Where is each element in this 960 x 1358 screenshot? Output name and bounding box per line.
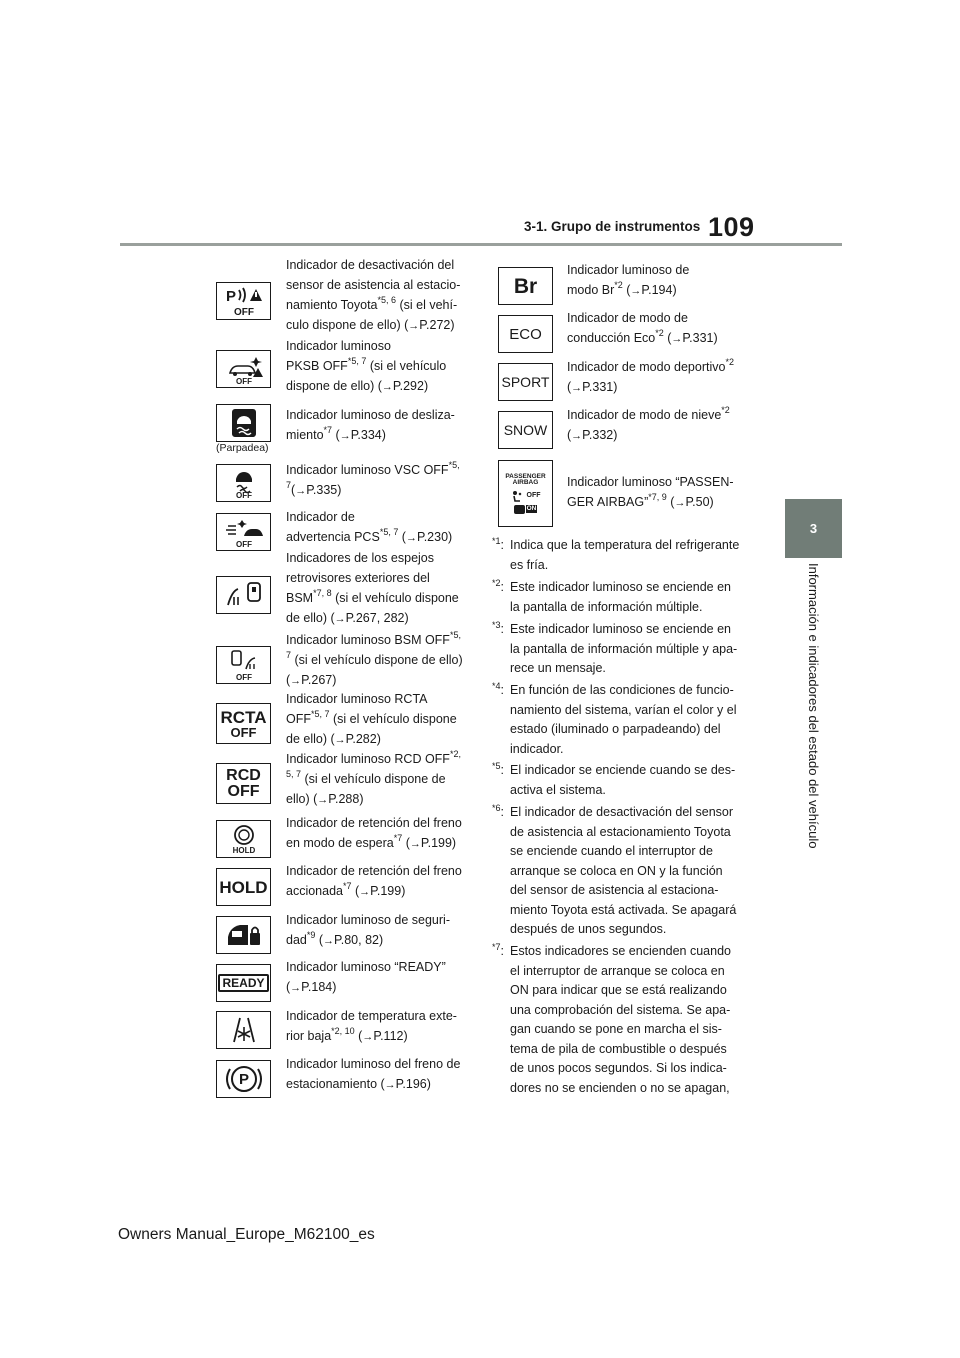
indicator-description: Indicador luminoso RCTA OFF$^{*5, 7}$ (si el vehículo dispone de ello) (→P.282): [286, 692, 457, 746]
parking-sensor-off-icon: [216, 282, 271, 320]
indicator-description: Indicador de modo deportivo$^{*2}$ (→P.331): [567, 356, 734, 394]
footnote: $^{*6}$: El indicador de desactivación del sensor de asistencia al estacionamiento Toyota se enciende cuando el interruptor de arranque se coloca en ON y la función del sensor de asistencia al estaciona- miento Toyota está activada. Se apagará después de unos segundos.: [492, 802, 737, 936]
br-text: Br: [513, 274, 538, 298]
footnote-mark: $^{*4}$:: [492, 680, 504, 697]
seat-airbag-icon: [511, 490, 525, 502]
icon-off-text: OFF: [233, 307, 254, 317]
indicator-description: Indicador luminoso PKSB OFF$^{*5, 7}$ (si el vehículo dispone de ello) (→P.292): [286, 339, 447, 393]
slip-indicator-icon: [216, 404, 271, 442]
svg-text:P: P: [225, 288, 236, 305]
section-title: 3-1. Grupo de instrumentos: [524, 219, 701, 234]
seat-on-badge: [514, 505, 525, 514]
footnote-mark: $^{*5}$:: [492, 760, 504, 777]
br-mode-icon: [498, 267, 553, 305]
rcta-off-icon: [216, 703, 271, 744]
ready-indicator-icon: [216, 964, 271, 1002]
eco-mode-icon: [498, 315, 553, 353]
indicator-description: Indicador de advertencia PCS$^{*5, 7}$ (→P.230): [286, 510, 453, 544]
rcta-off-text: OFF: [230, 724, 257, 740]
indicator-description: Indicador luminoso del freno de estacionamiento (→P.196): [286, 1057, 461, 1091]
snow-text: SNOW: [503, 422, 548, 438]
footnote-mark: $^{*2}$:: [492, 577, 504, 594]
pksb-off-icon: [216, 350, 271, 388]
vsc-off-icon: [216, 464, 271, 502]
indicator-description: Indicador luminoso VSC $OFF^{*5,}$ $^7$(→P.335): [286, 459, 460, 497]
rcta-text: RCTA: [220, 707, 267, 727]
footnote: $^{*4}$: En función de las condiciones de funcio- namiento del sistema, varían el color y el estado (iluminado o parpadeando) del indicador.: [492, 680, 737, 756]
manual-footer: Owners Manual_Europe_M62100_es: [118, 1226, 375, 1243]
indicator-description: Indicador luminoso RCD $OFF^{*2,}$ $^{5, 7}$ (si el vehículo dispone de ello) (→P.288): [286, 748, 461, 806]
passenger-airbag-icon: [498, 460, 553, 527]
page-number: 109: [708, 212, 755, 242]
sport-text: SPORT: [501, 374, 550, 390]
eco-text: ECO: [509, 325, 542, 343]
ready-text: READY: [222, 976, 265, 990]
footnote: $^{*3}$: Este indicador luminoso se enciende en la pantalla de información múltiple y apa- rece un mensaje.: [492, 619, 738, 675]
indicator-description: Indicador de modo de conducción Eco$^{*2}$ (→P.331): [567, 311, 718, 345]
sport-mode-icon: [498, 363, 553, 401]
rcd-off-text: OFF: [227, 782, 260, 800]
pa-on-text: ON: [526, 504, 537, 512]
footnote-mark: $^{*1}$:: [492, 535, 504, 552]
footnote: $^{*5}$: El indicador se enciende cuando se des- activa el sistema.: [492, 760, 736, 797]
footnote-mark: $^{*3}$:: [492, 619, 504, 636]
low-temperature-icon: [216, 1011, 271, 1049]
chapter-title: Información e indicadores del estado del vehículo: [806, 563, 821, 849]
snow-mode-icon: [498, 411, 553, 449]
indicator-description: Indicador luminoso BSM $OFF^{*5,}$ $^7$ (si el vehículo dispone de ello) (→P.267): [286, 629, 463, 687]
pcs-warning-icon: [216, 513, 271, 551]
icon-off-text: OFF: [235, 673, 252, 681]
icon-off-text: OFF: [235, 377, 252, 385]
hold-small-text: HOLD: [232, 846, 255, 855]
indicator-description: Indicador de retención del freno en modo de espera$^{*7}$ (→P.199): [286, 816, 462, 850]
indicator-description: Indicador de modo de nieve$^{*2}$ (→P.332): [567, 404, 730, 442]
indicator-description: Indicador de retención del freno accionada$^{*7}$ (→P.199): [286, 864, 462, 898]
parking-brake-icon: [216, 1060, 271, 1098]
indicator-description: Indicador luminoso “PASSEN- GER AIRBAG”$^{*7, 9}$ (→P.50): [567, 475, 734, 509]
brake-hold-standby-icon: [216, 820, 271, 858]
footnote: $^{*2}$: Este indicador luminoso se enciende en la pantalla de información múltiple.: [492, 577, 731, 614]
rcd-text: RCD: [226, 766, 261, 784]
passenger-text: PASSENGER: [505, 472, 546, 480]
hold-big-text: HOLD: [219, 877, 268, 897]
chapter-tab: 3: [785, 499, 842, 558]
bsm-off-icon: [216, 646, 271, 684]
indicator-description: Indicadores de los espejos retrovisores exteriores del BSM$^{*7, 8}$ (si el vehículo dispone de ello) (→P.267, 282): [286, 551, 459, 625]
brake-hold-active-icon: [216, 868, 271, 906]
svg-text:P: P: [238, 1071, 249, 1088]
header-rule: [120, 243, 842, 246]
footnote-mark: $^{*6}$:: [492, 802, 504, 819]
indicator-description: Indicador de temperatura exte- rior baja$^{*2, 10}$ (→P.112): [286, 1009, 457, 1043]
footnote: $^{*1}$: Indica que la temperatura del refrigerante es fría.: [492, 535, 740, 572]
indicator-description: Indicador luminoso de seguri- dad$^{*9}$ (→P.80, 82): [286, 913, 450, 947]
indicator-description: Indicador luminoso de desliza- miento$^{*7}$ (→P.334): [286, 408, 455, 442]
indicator-description: Indicador luminoso “READY” (→P.184): [286, 960, 446, 994]
indicator-description: Indicador luminoso de modo Br$^{*2}$ (→P.194): [567, 263, 690, 297]
blinking-caption: (Parpadea): [216, 442, 269, 454]
rcd-off-icon: [216, 763, 271, 804]
bsm-mirror-icon: [216, 576, 271, 614]
footnote-mark: $^{*7}$:: [492, 941, 504, 958]
icon-off-text: OFF: [235, 491, 252, 499]
airbag-text: AIRBAG: [512, 479, 539, 486]
security-indicator-icon: [216, 916, 271, 954]
footnote: $^{*7}$: Estos indicadores se encienden cuando el interruptor de arranque se coloca en ON para indicar que se está realizando una comprobación del sistema. Se apa- gan cuando se pone en marcha el sis- tema de pila de combustible o después de unos pocos segundos. Si los indica- dores no se encienden o no se apagan,: [492, 941, 731, 1095]
icon-off-text: OFF: [235, 540, 252, 548]
pa-off-text: OFF: [526, 492, 541, 499]
indicator-description: Indicador de desactivación del sensor de asistencia al estacio- namiento Toyota$^{*5, 6}$ (si el vehí- culo dispone de ello) (→P.272): [286, 258, 461, 332]
